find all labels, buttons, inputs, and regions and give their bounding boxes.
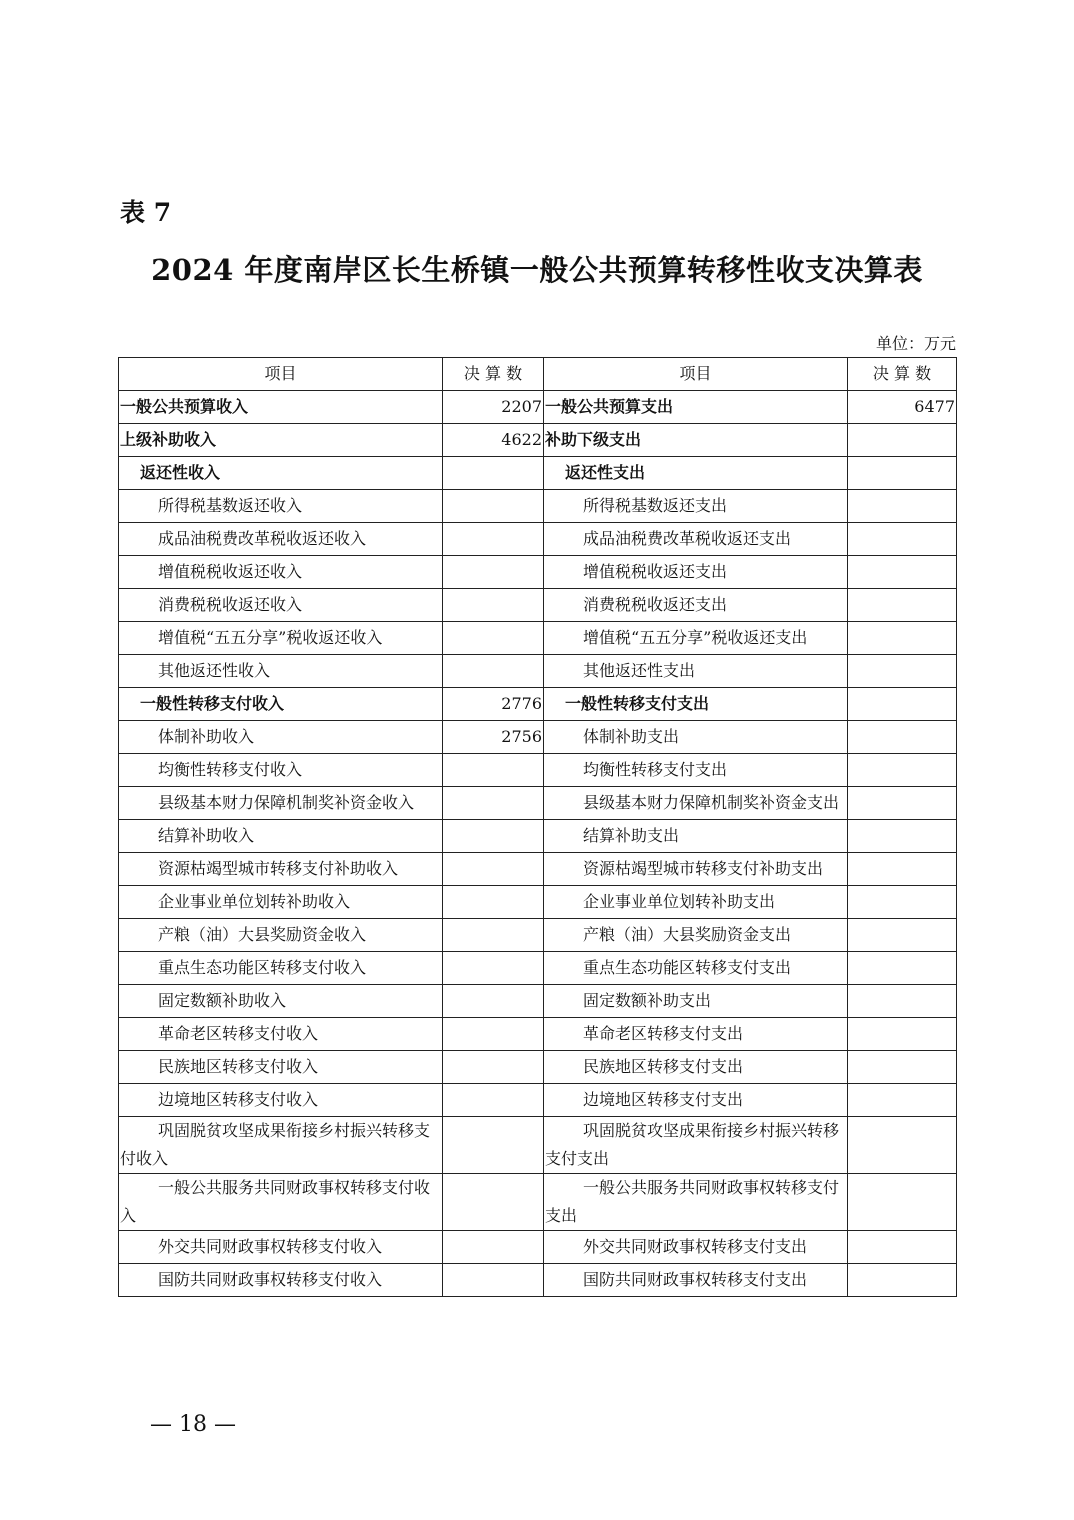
income-item-cell: 县级基本财力保障机制奖补资金收入 (119, 787, 443, 820)
expense-item-cell: 补助下级支出 (544, 424, 848, 457)
header-amount-expense: 决 算 数 (848, 358, 957, 391)
income-item-cell: 其他返还性收入 (119, 655, 443, 688)
income-amount-cell: 2207 (443, 391, 544, 424)
expense-amount-cell (848, 622, 957, 655)
income-item-cell: 成品油税费改革税收返还收入 (119, 523, 443, 556)
table-row (119, 391, 957, 424)
table-row (119, 424, 957, 457)
budget-transfer-table (118, 357, 957, 1297)
table-row (119, 952, 957, 985)
table-number-label: 表 7 (120, 198, 172, 227)
table-row (119, 655, 957, 688)
income-amount-cell (443, 1264, 544, 1297)
expense-amount-cell (848, 787, 957, 820)
table-row (119, 787, 957, 820)
income-item-cell: 返还性收入 (119, 457, 443, 490)
income-amount-cell (443, 853, 544, 886)
income-amount-cell: 4622 (443, 424, 544, 457)
expense-item-cell: 民族地区转移支付支出 (544, 1051, 848, 1084)
income-amount-cell: 2776 (443, 688, 544, 721)
table-body (119, 391, 957, 1297)
expense-amount-cell (848, 721, 957, 754)
income-amount-cell (443, 1084, 544, 1117)
table-row (119, 688, 957, 721)
expense-amount-cell (848, 556, 957, 589)
expense-item-cell: 一般性转移支付支出 (544, 688, 848, 721)
income-item-cell: 外交共同财政事权转移支付收入 (119, 1231, 443, 1264)
income-amount-cell (443, 919, 544, 952)
income-item-cell: 一般公共预算收入 (119, 391, 443, 424)
expense-amount-cell (848, 1018, 957, 1051)
expense-amount-cell (848, 1174, 957, 1231)
expense-item-cell: 成品油税费改革税收返还支出 (544, 523, 848, 556)
income-amount-cell (443, 754, 544, 787)
expense-amount-cell (848, 655, 957, 688)
table-row (119, 820, 957, 853)
expense-amount-cell (848, 985, 957, 1018)
expense-item-cell: 体制补助支出 (544, 721, 848, 754)
table-row (119, 886, 957, 919)
income-item-cell: 重点生态功能区转移支付收入 (119, 952, 443, 985)
income-item-cell: 结算补助收入 (119, 820, 443, 853)
income-amount-cell (443, 523, 544, 556)
expense-item-cell: 其他返还性支出 (544, 655, 848, 688)
expense-amount-cell (848, 1051, 957, 1084)
expense-amount-cell (848, 820, 957, 853)
income-item-cell: 革命老区转移支付收入 (119, 1018, 443, 1051)
table-row (119, 1051, 957, 1084)
page-number: — 18 — (150, 1412, 236, 1437)
income-amount-cell (443, 787, 544, 820)
expense-item-cell: 增值税“五五分享”税收返还支出 (544, 622, 848, 655)
table-row (119, 1174, 957, 1231)
expense-amount-cell (848, 424, 957, 457)
income-amount-cell (443, 1117, 544, 1174)
expense-amount-cell (848, 589, 957, 622)
expense-item-cell: 外交共同财政事权转移支付支出 (544, 1231, 848, 1264)
income-item-cell: 一般性转移支付收入 (119, 688, 443, 721)
income-amount-cell (443, 820, 544, 853)
expense-item-cell: 企业事业单位划转补助支出 (544, 886, 848, 919)
income-item-cell: 增值税“五五分享”税收返还收入 (119, 622, 443, 655)
expense-item-cell: 固定数额补助支出 (544, 985, 848, 1018)
expense-amount-cell (848, 490, 957, 523)
expense-amount-cell (848, 1117, 957, 1174)
income-item-cell: 所得税基数返还收入 (119, 490, 443, 523)
income-item-cell: 企业事业单位划转补助收入 (119, 886, 443, 919)
income-item-cell: 体制补助收入 (119, 721, 443, 754)
income-item-cell: 上级补助收入 (119, 424, 443, 457)
table-row (119, 754, 957, 787)
income-item-cell: 固定数额补助收入 (119, 985, 443, 1018)
table-row (119, 1117, 957, 1174)
expense-amount-cell (848, 919, 957, 952)
expense-amount-cell (848, 1264, 957, 1297)
expense-amount-cell (848, 1231, 957, 1264)
expense-amount-cell (848, 688, 957, 721)
table-row (119, 622, 957, 655)
income-amount-cell (443, 1018, 544, 1051)
expense-item-cell: 革命老区转移支付支出 (544, 1018, 848, 1051)
income-item-cell: 民族地区转移支付收入 (119, 1051, 443, 1084)
table-row (119, 853, 957, 886)
expense-item-cell: 消费税税收返还支出 (544, 589, 848, 622)
income-amount-cell (443, 952, 544, 985)
expense-item-cell: 结算补助支出 (544, 820, 848, 853)
income-amount-cell (443, 622, 544, 655)
expense-item-cell: 重点生态功能区转移支付支出 (544, 952, 848, 985)
income-item-cell: 一般公共服务共同财政事权转移支付收入 (119, 1174, 443, 1231)
income-amount-cell (443, 655, 544, 688)
income-amount-cell (443, 1051, 544, 1084)
table-row (119, 919, 957, 952)
income-amount-cell (443, 1231, 544, 1264)
expense-amount-cell (848, 523, 957, 556)
table-row (119, 490, 957, 523)
expense-amount-cell (848, 853, 957, 886)
income-amount-cell (443, 556, 544, 589)
income-amount-cell (443, 886, 544, 919)
expense-item-cell: 县级基本财力保障机制奖补资金支出 (544, 787, 848, 820)
table-row (119, 1264, 957, 1297)
expense-item-cell: 增值税税收返还支出 (544, 556, 848, 589)
table-row (119, 556, 957, 589)
table-header-row (119, 358, 957, 391)
expense-item-cell: 一般公共服务共同财政事权转移支付支出 (544, 1174, 848, 1231)
expense-item-cell: 边境地区转移支付支出 (544, 1084, 848, 1117)
expense-item-cell: 巩固脱贫攻坚成果衔接乡村振兴转移支付支出 (544, 1117, 848, 1174)
expense-item-cell: 一般公共预算支出 (544, 391, 848, 424)
income-item-cell: 资源枯竭型城市转移支付补助收入 (119, 853, 443, 886)
expense-item-cell: 所得税基数返还支出 (544, 490, 848, 523)
table-row (119, 1018, 957, 1051)
expense-amount-cell (848, 952, 957, 985)
expense-item-cell: 国防共同财政事权转移支付支出 (544, 1264, 848, 1297)
table-row (119, 523, 957, 556)
income-amount-cell (443, 589, 544, 622)
income-amount-cell (443, 985, 544, 1018)
income-item-cell: 均衡性转移支付收入 (119, 754, 443, 787)
header-item-expense: 项目 (544, 358, 848, 391)
income-item-cell: 消费税税收返还收入 (119, 589, 443, 622)
expense-amount-cell: 6477 (848, 391, 957, 424)
income-amount-cell (443, 457, 544, 490)
unit-label: 单位：万元 (875, 334, 956, 353)
income-amount-cell (443, 490, 544, 523)
income-item-cell: 边境地区转移支付收入 (119, 1084, 443, 1117)
expense-item-cell: 均衡性转移支付支出 (544, 754, 848, 787)
header-item-income: 项目 (119, 358, 443, 391)
expense-amount-cell (848, 886, 957, 919)
income-item-cell: 巩固脱贫攻坚成果衔接乡村振兴转移支付收入 (119, 1117, 443, 1174)
header-amount-income: 决 算 数 (443, 358, 544, 391)
document-title: 2024 年度南岸区长生桥镇一般公共预算转移性收支决算表 (151, 253, 923, 287)
table-row (119, 457, 957, 490)
income-amount-cell (443, 1174, 544, 1231)
expense-item-cell: 返还性支出 (544, 457, 848, 490)
expense-item-cell: 资源枯竭型城市转移支付补助支出 (544, 853, 848, 886)
income-item-cell: 增值税税收返还收入 (119, 556, 443, 589)
table-row (119, 1084, 957, 1117)
table-row (119, 1231, 957, 1264)
table-row (119, 721, 957, 754)
expense-amount-cell (848, 754, 957, 787)
expense-amount-cell (848, 1084, 957, 1117)
table-row (119, 589, 957, 622)
income-item-cell: 国防共同财政事权转移支付收入 (119, 1264, 443, 1297)
income-item-cell: 产粮（油）大县奖励资金收入 (119, 919, 443, 952)
expense-amount-cell (848, 457, 957, 490)
income-amount-cell: 2756 (443, 721, 544, 754)
expense-item-cell: 产粮（油）大县奖励资金支出 (544, 919, 848, 952)
table-row (119, 985, 957, 1018)
